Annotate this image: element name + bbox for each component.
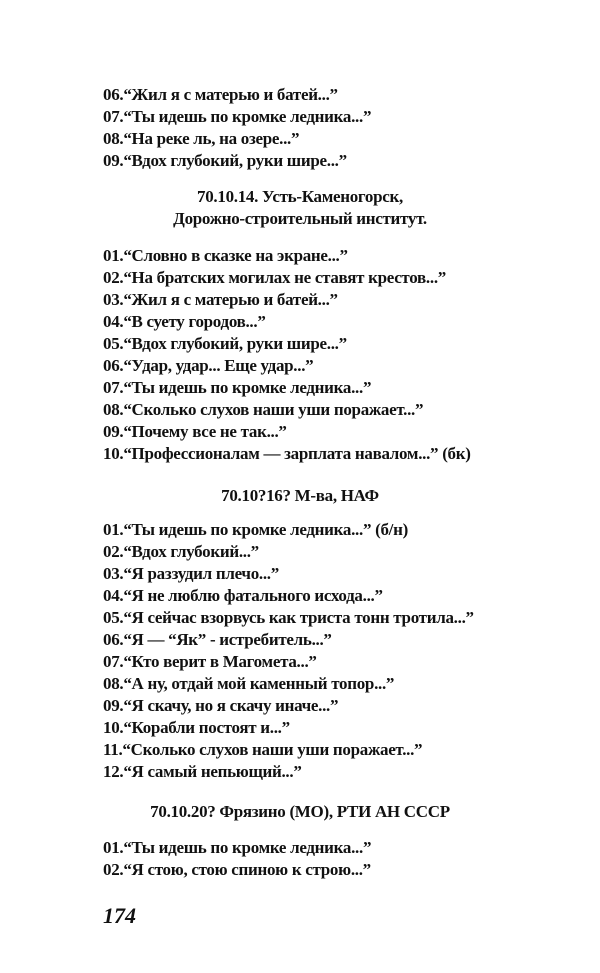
heading-line: Дорожно-строительный институт.	[173, 209, 427, 228]
heading-line: 70.10.20? Фрязино (МО), РТИ АН СССР	[150, 802, 450, 821]
list-section-0	[103, 84, 371, 172]
list-item: 01.“Ты идешь по кромке ледника...”	[103, 838, 372, 857]
list-item: 01.“Ты идешь по кромке ледника...” (б/н)	[103, 520, 408, 539]
list-item: 05.“Я сейчас взорвусь как триста тонн тротила...”	[103, 608, 474, 627]
list-item: 07.“Ты идешь по кромке ледника...”	[103, 378, 372, 397]
list-item: 03.“Жил я с матерью и батей...”	[103, 290, 338, 309]
list-item: 09.“Я скачу, но я скачу иначе...”	[103, 696, 339, 715]
list-section-1	[103, 245, 471, 465]
list-item: 03.“Я раззудил плечо...”	[103, 564, 279, 583]
section-heading	[0, 186, 600, 230]
list-item: 10.“Профессионалам — зарплата навалом...” (бк)	[103, 444, 471, 463]
list-item: 12.“Я самый непьющий...”	[103, 762, 302, 781]
list-item: 09.“Вдох глубокий, руки шире...”	[103, 151, 347, 170]
list-item: 09.“Почему все не так...”	[103, 422, 287, 441]
list-item: 07.“Ты идешь по кромке ледника...”	[103, 107, 372, 126]
list-item: 04.“В суету городов...”	[103, 312, 266, 331]
list-item: 02.“На братских могилах не ставят крестов...”	[103, 268, 446, 287]
list-item: 02.“Я стою, стою спиною к строю...”	[103, 860, 371, 879]
list-item: 06.“Удар, удар... Еще удар...”	[103, 356, 314, 375]
list-item: 07.“Кто верит в Магомета...”	[103, 652, 317, 671]
list-item: 06.“Жил я с матерью и батей...”	[103, 85, 338, 104]
list-item: 08.“Сколько слухов наши уши поражает...”	[103, 400, 424, 419]
list-item: 01.“Словно в сказке на экране...”	[103, 246, 348, 265]
list-item: 05.“Вдох глубокий, руки шире...”	[103, 334, 347, 353]
page-number: 174	[103, 903, 136, 928]
section-heading	[0, 801, 600, 823]
list-item: 11.“Сколько слухов наши уши поражает...”	[103, 740, 423, 759]
heading-line: 70.10.14. Усть-Каменогорск,	[197, 187, 403, 206]
list-item: 08.“На реке ль, на озере...”	[103, 129, 300, 148]
section-heading	[0, 485, 600, 507]
list-item: 06.“Я — “Як” - истребитель...”	[103, 630, 332, 649]
list-section-3	[103, 837, 371, 881]
list-item: 02.“Вдох глубокий...”	[103, 542, 259, 561]
heading-line: 70.10?16? М-ва, НАФ	[221, 486, 379, 505]
list-item: 08.“А ну, отдай мой каменный топор...”	[103, 674, 395, 693]
list-item: 10.“Корабли постоят и...”	[103, 718, 290, 737]
list-section-2	[103, 519, 474, 783]
list-item: 04.“Я не люблю фатального исхода...”	[103, 586, 383, 605]
